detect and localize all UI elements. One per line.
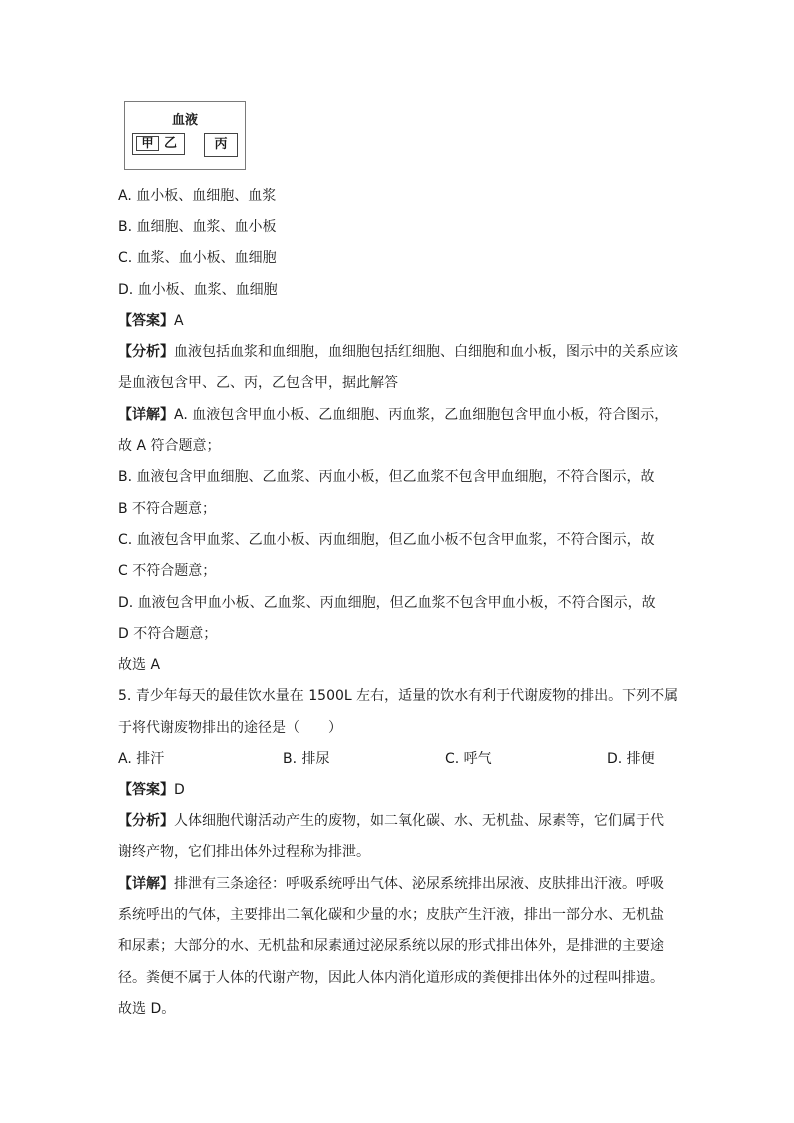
q5-option-c: C. 呼气	[445, 751, 492, 767]
label-yi: 乙	[164, 136, 178, 151]
box-bing: 丙	[204, 133, 238, 157]
box-jia: 甲	[136, 136, 159, 151]
answer-tag: 【答案】	[118, 782, 174, 798]
q4-option-b: B. 血细胞、血浆、血小板	[118, 219, 277, 235]
q5-detail-line: 系统呼出的气体，主要排出二氧化碳和少量的水；皮肤产生汗液，排出一部分水、无机盐	[118, 907, 664, 923]
q5-option-d: D. 排便	[607, 751, 655, 767]
q5-stem-cont: 于将代谢废物排出的途径是（ ）	[118, 720, 342, 736]
q5-detail	[118, 874, 664, 894]
q4-option-a: A. 血小板、血细胞、血浆	[118, 188, 277, 204]
q4-option-c: C. 血浆、血小板、血细胞	[118, 250, 277, 266]
q4-answer	[118, 311, 184, 331]
q4-detail-line: B 不符合题意；	[118, 501, 217, 517]
detail-line: 排泄有三条途径：呼吸系统呼出气体、泌尿系统排出尿液、皮肤排出汗液。呼吸	[174, 876, 664, 892]
q5-answer	[118, 780, 185, 800]
q5-stem: 5. 青少年每天的最佳饮水量在 1500L 左右，适量的饮水有利于代谢废物的排出。下列不属	[118, 688, 679, 704]
q5-option-a: A. 排汗	[118, 751, 165, 767]
answer-tag: 【答案】	[118, 313, 174, 329]
q5-analysis	[118, 811, 664, 831]
q5-analysis-cont: 谢终产物，它们排出体外过程称为排泄。	[118, 844, 370, 860]
analysis-tag: 【分析】	[118, 344, 174, 360]
detail-line: A. 血液包含甲血小板、乙血细胞、丙血浆，乙血细胞包含甲血小板，符合图示，	[174, 407, 669, 423]
q5-option-b: B. 排尿	[283, 751, 330, 767]
q5-conclusion: 故选 D。	[118, 1001, 176, 1017]
q4-detail-line: D 不符合题意；	[118, 626, 218, 642]
analysis-tag: 【分析】	[118, 813, 174, 829]
q4-option-d: D. 血小板、血浆、血细胞	[118, 282, 278, 298]
q4-conclusion: 故选 A	[118, 657, 161, 673]
q4-detail	[118, 405, 668, 425]
q5-detail-line: 径。粪便不属于人体的代谢产物，因此人体内消化道形成的粪便排出体外的过程叫排遗。	[118, 970, 664, 986]
answer-value: D	[174, 782, 185, 798]
box-yi	[132, 133, 185, 155]
q4-analysis-cont: 是血液包含甲、乙、丙，乙包含甲，据此解答	[118, 375, 398, 391]
blood-diagram	[124, 101, 246, 170]
q4-detail-line: B. 血液包含甲血细胞、乙血浆、丙血小板，但乙血浆不包含甲血细胞，不符合图示，故	[118, 469, 655, 485]
detail-tag: 【详解】	[118, 876, 174, 892]
answer-value: A	[174, 313, 184, 329]
q4-analysis	[118, 342, 678, 362]
analysis-line: 血液包括血浆和血细胞，血细胞包括红细胞、白细胞和血小板，图示中的关系应该	[174, 344, 678, 360]
q4-detail-line: D. 血液包含甲血小板、乙血浆、丙血细胞，但乙血浆不包含甲血小板，不符合图示，故	[118, 595, 656, 611]
diagram-title: 血液	[171, 113, 198, 128]
q5-detail-line: 和尿素；大部分的水、无机盐和尿素通过泌尿系统以尿的形式排出体外，是排泄的主要途	[118, 938, 664, 954]
q4-detail-line: C. 血液包含甲血浆、乙血小板、丙血细胞，但乙血小板不包含甲血浆，不符合图示，故	[118, 532, 655, 548]
detail-tag: 【详解】	[118, 407, 174, 423]
q4-detail-line: C 不符合题意；	[118, 563, 217, 579]
q5-options	[118, 749, 678, 769]
q4-detail-line: 故 A 符合题意；	[118, 438, 221, 454]
analysis-line: 人体细胞代谢活动产生的废物，如二氧化碳、水、无机盐、尿素等，它们属于代	[174, 813, 664, 829]
